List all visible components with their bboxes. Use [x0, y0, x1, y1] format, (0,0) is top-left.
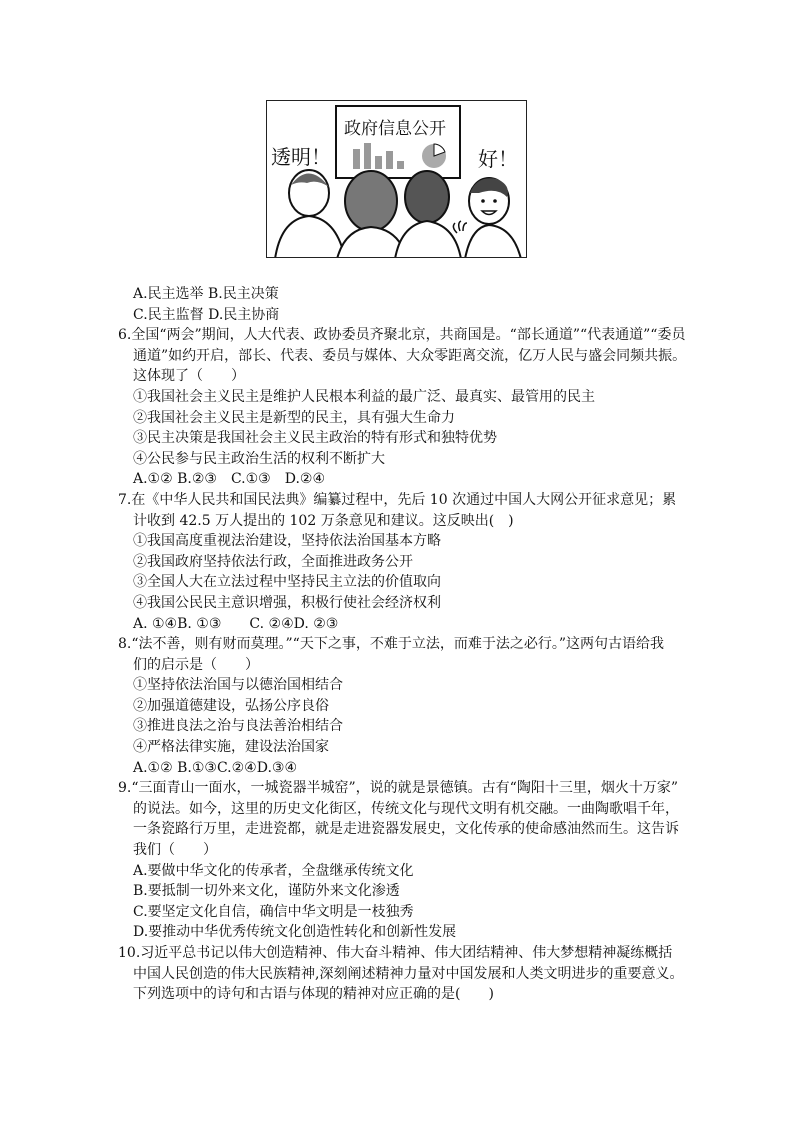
q6-stem-line-3: 这体现了（ ）: [133, 368, 245, 385]
person-4-eye: [493, 199, 497, 203]
q8-stem-line-1: 8.“法不善，则有财而莫理。”“天下之事，不难于立法，而难于法之必行。”这两句古语给我: [118, 636, 664, 653]
q6-item-4: ④公民参与民主政治生活的权利不断扩大: [133, 450, 385, 467]
bar-2: [364, 143, 371, 169]
q8-item-2: ②加强道德建设，弘扬公序良俗: [133, 697, 329, 714]
q9-stem-line-3: 一条瓷路行万里，走进瓷都，就是走进瓷器发展史，文化传承的使命感油然而生。这告诉: [133, 821, 679, 838]
bar-1: [353, 149, 360, 169]
q6-item-3: ③民主决策是我国社会主义民主政治的特有形式和独特优势: [133, 430, 497, 447]
q8-item-3: ③推进良法之治与良法善治相结合: [133, 718, 343, 735]
q9-stem-line-4: 我们（ ）: [133, 842, 217, 859]
q8-item-1: ①坚持依法治国与以德治国相结合: [133, 677, 343, 694]
person-4-hand: [453, 221, 467, 233]
question-content: [118, 284, 687, 1005]
q7-options: A. ①④B. ①③ C. ②④D. ②③: [133, 615, 339, 632]
q7-item-3: ③全国人大在立法过程中坚持民主立法的价值取向: [133, 574, 441, 591]
board-title: 政府信息公开: [344, 119, 446, 139]
q6-item-2: ②我国社会主义民主是新型的民主，具有强大生命力: [133, 409, 455, 426]
person-3-head: [405, 171, 449, 223]
q7-stem-line-2: 计收到 42.5 万人提出的 102 万条意见和建议。这反映出( ): [133, 512, 514, 529]
bar-3: [375, 156, 382, 169]
q6-stem-line-2: 通道”如约开启，部长、代表、委员与媒体、大众零距离交流，亿万人民与盛会同频共振。: [133, 347, 687, 364]
q8-item-4: ④严格法律实施，建设法治国家: [133, 739, 329, 756]
q9-stem-line-1: 9.“三面青山一面水，一城瓷器半城窑”，说的就是景德镇。古有“陶阳十三里，烟火十万家”: [118, 780, 678, 797]
bar-4: [386, 151, 393, 169]
q10-stem-line-3: 下列选项中的诗句和古语与体现的精神对应正确的是( ): [133, 986, 494, 1003]
q5-options-line-1: A.民主选举 B.民主决策: [133, 286, 279, 302]
q6-stem-line-1: 6.全国“两会”期间，人大代表、政协委员齐聚北京，共商国是。“部长通道”“代表通道”“委员: [118, 327, 686, 344]
q7-item-4: ④我国公民民主意识增强，积极行使社会经济权利: [133, 594, 441, 611]
caption-left: 透明！: [271, 145, 331, 169]
caption-right: 好！: [478, 147, 518, 171]
q8-stem-line-2: 们的启示是（ ）: [133, 656, 259, 673]
q6-item-1: ①我国社会主义民主是维护人民根本利益的最广泛、最真实、最管用的民主: [133, 388, 595, 405]
q7-item-2: ②我国政府坚持依法行政，全面推进政务公开: [133, 553, 413, 570]
q6-options: A.①② B.②③ C.①③ D.②④: [133, 471, 325, 488]
person-3-body: [395, 221, 461, 258]
q10-stem-line-2: 中国人民创造的伟大民族精神,深刻阐述精神力量对中国发展和人类文明进步的重要意义。: [133, 965, 684, 982]
q9-stem-line-2: 的说法。如今，这里的历史文化街区，传统文化与现代文明有机交融。一曲陶歌唱千年，: [133, 800, 679, 817]
q7-stem-line-1: 7.在《中华人民共和国民法典》编纂过程中，先后 10 次通过中国人大网公开征求意见；累: [118, 491, 677, 508]
q8-options: A.①② B.①③C.②④D.③④: [133, 759, 297, 776]
q9-option-d: D.要推动中华优秀传统文化创造性转化和创新性发展: [133, 924, 457, 941]
person-4-eye: [481, 199, 485, 203]
cartoon-illustration: [266, 100, 527, 258]
q9-option-b: B.要抵制一切外来文化，谨防外来文化渗透: [133, 883, 400, 900]
person-4-body: [465, 225, 521, 258]
person-2-head: [345, 171, 397, 231]
q5-options-line-2: C.民主监督 D.民主协商: [133, 306, 280, 323]
q9-option-c: C.要坚定文化自信，确信中华文明是一枝独秀: [133, 903, 414, 920]
q9-option-a: A.要做中华文化的传承者，全盘继承传统文化: [133, 862, 414, 879]
q7-item-1: ①我国高度重视法治建设，坚持依法治国基本方略: [133, 533, 441, 550]
bar-5: [397, 161, 404, 169]
q10-stem-line-1: 10.习近平总书记以伟大创造精神、伟大奋斗精神、伟大团结精神、伟大梦想精神凝练概括: [118, 945, 673, 961]
person-1-body: [275, 216, 345, 258]
